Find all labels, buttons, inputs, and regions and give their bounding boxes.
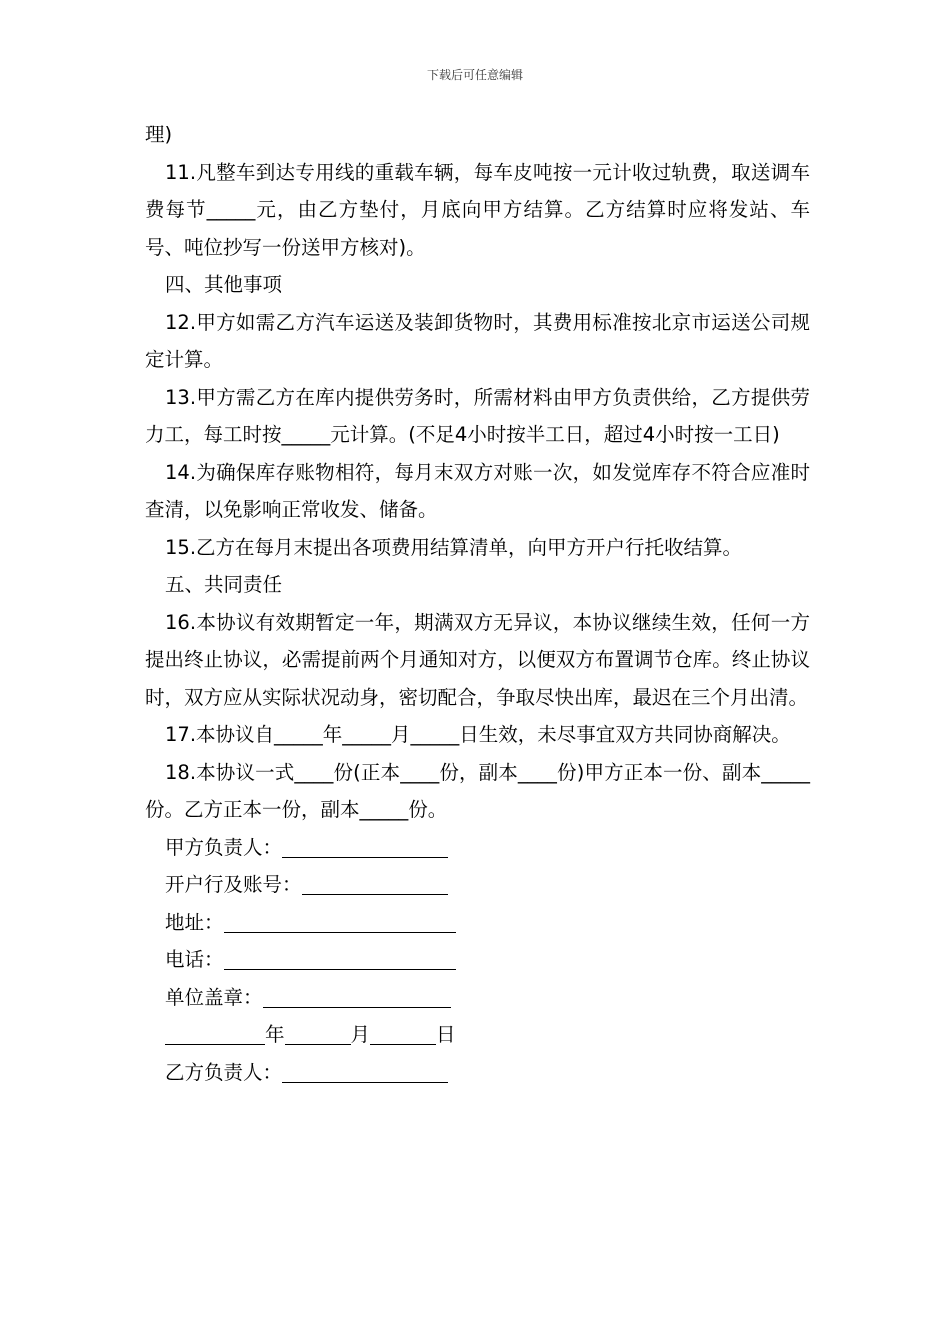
party-b-representative-field	[145, 1054, 810, 1092]
clause-14: 14.为确保库存账物相符，每月末双方对账一次，如发觉库存不符合应准时查清，以免影响正常收发、储备。	[145, 460, 810, 521]
address-field	[145, 904, 810, 942]
clause-12: 12.甲方如需乙方汽车运送及装卸货物时，其费用标准按北京市运送公司规定计算。	[145, 310, 810, 371]
page-header: 下载后可任意编辑	[426, 68, 523, 82]
party-b-representative-blank[interactable]	[282, 1058, 448, 1083]
year-label: 年	[265, 1023, 285, 1046]
party-a-representative-label: 甲方负责人：	[165, 835, 283, 859]
seal-blank[interactable]	[263, 983, 451, 1008]
clause-17: 17.本协议自_____年_____月_____日生效，未尽事宜双方共同协商解决。	[165, 723, 791, 746]
day-blank[interactable]	[370, 1020, 436, 1045]
party-a-representative-blank[interactable]	[282, 833, 448, 858]
month-label: 月	[350, 1023, 371, 1046]
section-heading-joint-responsibility: 五、共同责任	[165, 573, 283, 596]
section-heading-other-matters: 四、其他事项	[165, 273, 283, 296]
seal-label: 单位盖章：	[165, 985, 263, 1009]
clause-16: 16.本协议有效期暂定一年，期满双方无异议，本协议继续生效，任何一方提出终止协议，必需提前两个月通知对方，以便双方布置调节仓库。终止协议时，双方应从实际状况动身，密切配合，争取尽快出库，最迟在三个月出清。	[145, 610, 810, 709]
date-field	[145, 1016, 810, 1054]
day-label: 日	[436, 1023, 456, 1046]
address-label: 地址：	[165, 910, 224, 934]
month-blank[interactable]	[285, 1020, 351, 1045]
clause-18: 18.本协议一式____份(正本____份，副本____份)甲方正本一份、副本_____份。乙方正本一份，副本_____份。	[145, 760, 810, 821]
phone-label: 电话：	[165, 948, 224, 971]
clause-11: 11.凡整车到达专用线的重载车辆，每车皮吨按一元计收过轨费，取送调车费每节_____元，由乙方垫付，月底向甲方结算。乙方结算时应将发站、车号、吨位抄写一份送甲方核对)。	[145, 160, 810, 259]
bank-account-field	[145, 866, 810, 904]
party-a-representative-field	[145, 829, 810, 867]
document-body	[145, 116, 810, 1091]
seal-field	[145, 979, 810, 1017]
clause-13: 13.甲方需乙方在库内提供劳务时，所需材料由甲方负责供给，乙方提供劳力工，每工时按_____元计算。(不足4小时按半工日，超过4小时按一工日)	[145, 385, 810, 446]
bank-account-blank[interactable]	[302, 870, 448, 895]
paragraph-continuation: 理)	[145, 123, 173, 146]
phone-blank[interactable]	[224, 945, 456, 970]
party-b-representative-label: 乙方负责人：	[165, 1060, 283, 1084]
year-blank[interactable]	[165, 1020, 265, 1045]
address-blank[interactable]	[224, 908, 456, 933]
bank-account-label: 开户行及账号：	[165, 873, 302, 896]
clause-15: 15.乙方在每月末提出各项费用结算清单，向甲方开户行托收结算。	[165, 535, 743, 559]
phone-field	[145, 941, 810, 979]
